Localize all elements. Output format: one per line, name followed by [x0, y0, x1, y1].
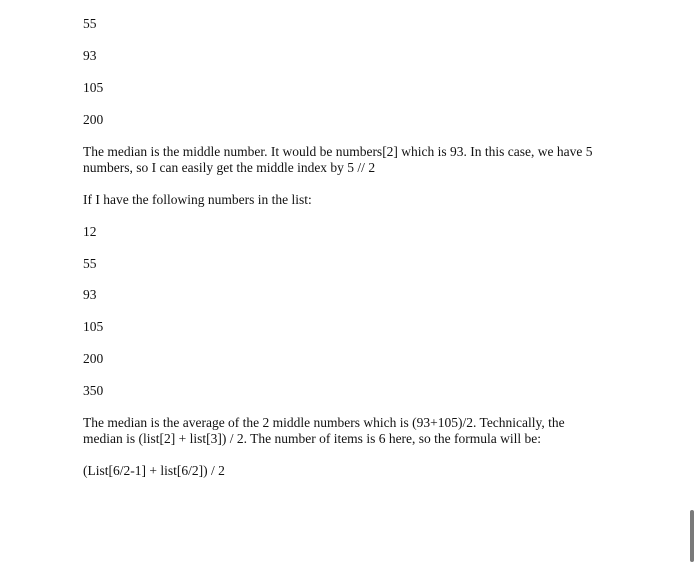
list2-item-200: 200	[83, 351, 104, 366]
list2-item-55: 55	[83, 256, 97, 271]
list2-item-350: 350	[83, 383, 104, 398]
list1-item-93: 93	[83, 48, 97, 63]
list1-item-200: 200	[83, 112, 104, 127]
list2-item-12: 12	[83, 224, 97, 239]
paragraph-list-intro: If I have the following numbers in the list:	[83, 192, 312, 207]
paragraph-median-odd-line2: numbers, so I can easily get the middle index by 5 // 2	[83, 160, 376, 175]
list1-item-55: 55	[83, 16, 97, 31]
vertical-scrollbar-thumb[interactable]	[690, 510, 694, 562]
list1-item-105: 105	[83, 80, 104, 95]
paragraph-median-odd-line1: The median is the middle number. It would be numbers[2] which is 93. In this case, we have 5	[83, 144, 593, 159]
paragraph-median-even-line1: The median is the average of the 2 middle numbers which is (93+105)/2. Technically, the	[83, 415, 565, 430]
list2-item-105: 105	[83, 319, 104, 334]
list2-item-93: 93	[83, 287, 97, 302]
formula-line: (List[6/2-1] + list[6/2]) / 2	[83, 463, 225, 478]
paragraph-median-even-line2: median is (list[2] + list[3]) / 2. The number of items is 6 here, so the formula will be:	[83, 431, 542, 446]
